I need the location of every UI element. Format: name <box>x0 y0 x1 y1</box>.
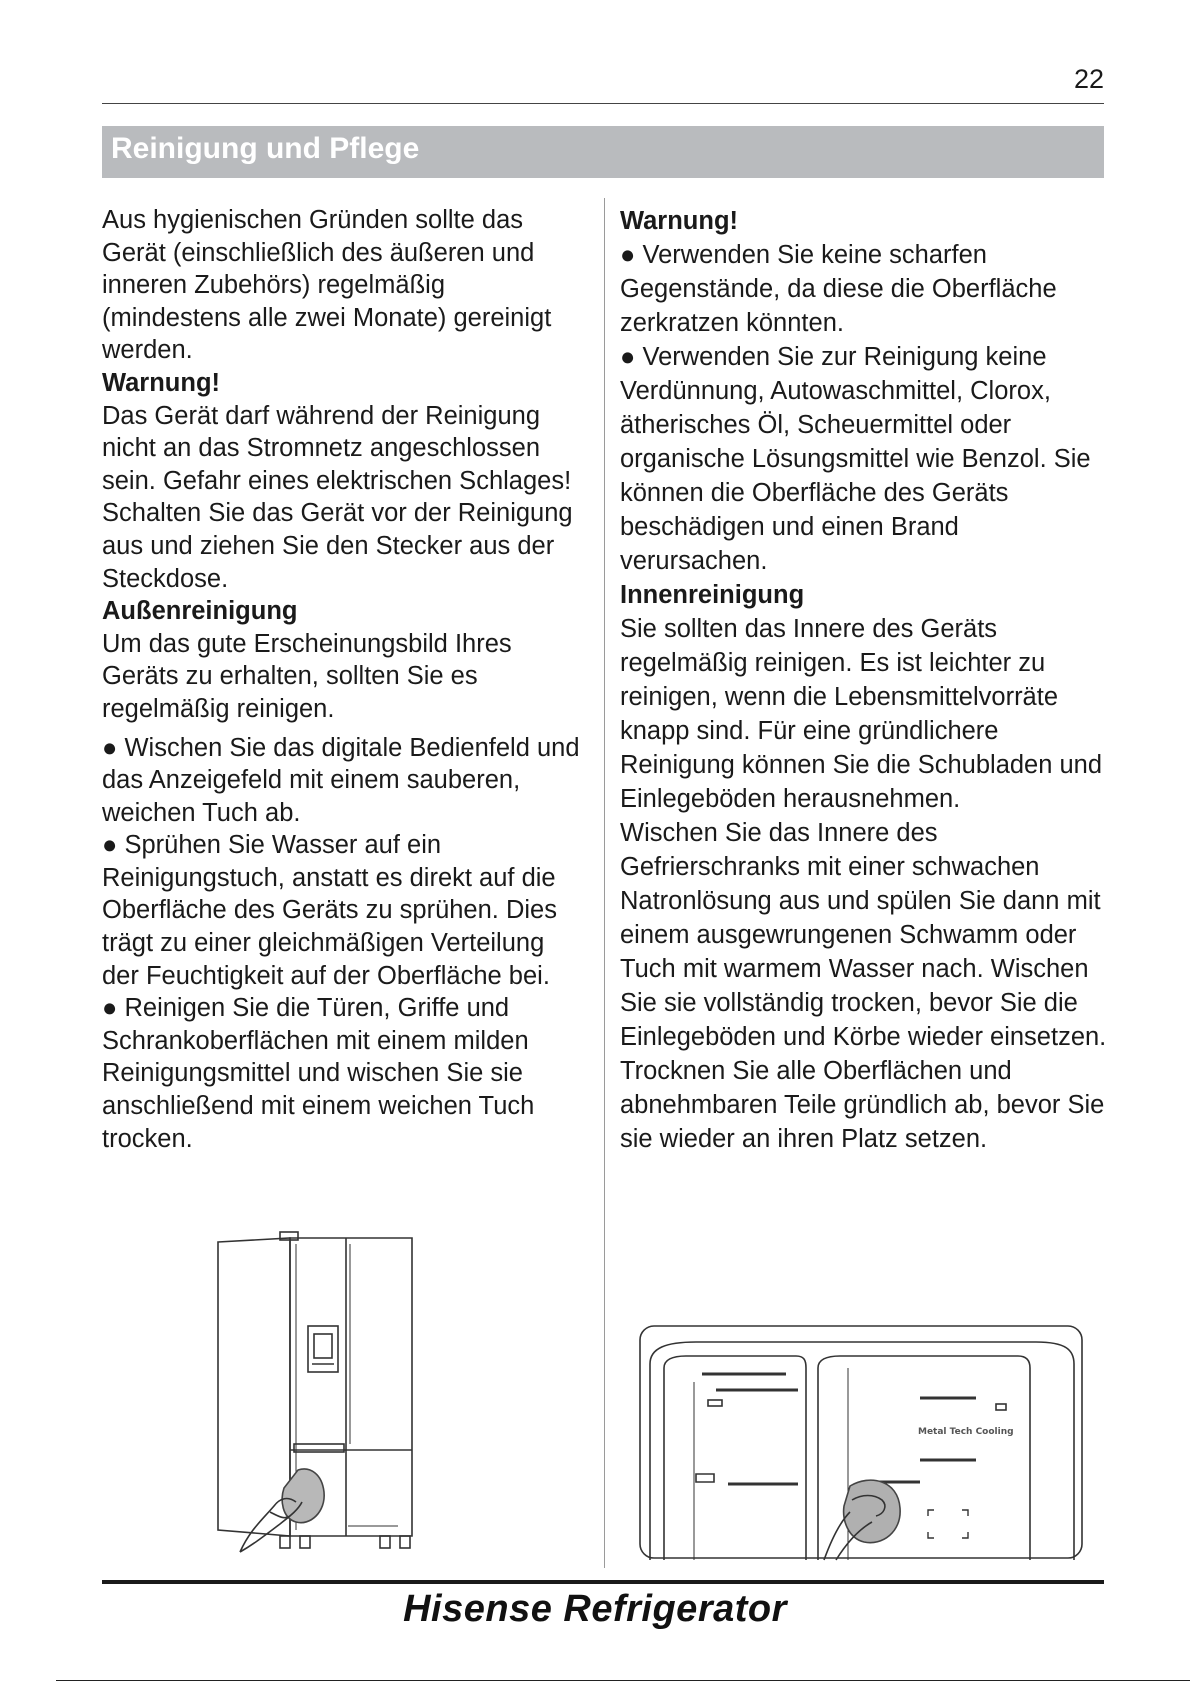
bullet-item: ● Reinigen Sie die Türen, Griffe und Schrankoberflächen mit einem milden Reinigungsmittel und wischen Sie sie anschließend mit einem weichen Tuch trocken. <box>102 994 535 1153</box>
footer-brand: Hisense Refrigerator <box>403 1588 787 1630</box>
inner-cleaning-paragraph: Wischen Sie das Innere des Gefrierschranks mit einer schwachen Natronlösung aus und spülen Sie dann mit einem ausgewrungenen Schwamm oder Tuch mit warmem Wasser nach. Wischen Sie sie vollständig trocken, bevor Sie die Einlegeböden und Körbe wieder einsetzen. <box>620 819 1107 1051</box>
outer-cleaning-paragraph: Um das gute Erscheinungsbild Ihres Geräts zu erhalten, sollten Sie es regelmäßig reinigen. <box>102 629 512 723</box>
bullet-item: ● Wischen Sie das digitale Bedienfeld und das Anzeigefeld mit einem sauberen, weichen Tuch ab. <box>102 733 580 827</box>
footer-rule <box>102 1580 1104 1584</box>
outer-cleaning-heading: Außenreinigung <box>102 597 298 626</box>
column-divider <box>604 198 605 1568</box>
left-column <box>102 204 582 1155</box>
warning-heading-right: Warnung! <box>620 207 739 235</box>
bullet-item: ● Sprühen Sie Wasser auf ein Reinigungstuch, anstatt es direkt auf die Oberfläche des Geräts zu sprühen. Dies trägt zu einer gleichmäßigen Verteilung der Feuchtigkeit auf der Oberfläche bei. <box>102 831 557 990</box>
section-title: Reinigung und Pflege <box>111 132 420 165</box>
fridge-interior-illustration <box>636 1324 1086 1564</box>
right-column <box>620 204 1110 1156</box>
bullet-item: ● Verwenden Sie keine scharfen Gegenstände, da diese die Oberfläche zerkratzen könnten. <box>620 241 1057 337</box>
fridge-exterior-illustration <box>200 1230 420 1560</box>
intro-paragraph: Aus hygienischen Gründen sollte das Gerät (einschließlich des äußeren und inneren Zubehörs) regelmäßig (mindestens alle zwei Monate) gereinigt werden. <box>102 206 552 365</box>
interior-label: Metal Tech Cooling <box>918 1427 1014 1437</box>
warning-heading-left: Warnung! <box>102 368 221 397</box>
page-edge-line <box>56 1680 1190 1681</box>
section-banner <box>102 126 1104 178</box>
inner-cleaning-paragraph: Trocknen Sie alle Oberflächen und abnehmbaren Teile gründlich ab, bevor Sie sie wieder an ihren Platz setzen. <box>620 1057 1105 1153</box>
page-number: 22 <box>1073 64 1104 94</box>
bullet-item: ● Verwenden Sie zur Reinigung keine Verdünnung, Autowaschmittel, Clorox, ätherisches Öl, Scheuermittel oder organische Lösungsmittel wie Benzol. Sie können die Oberfläche des Geräts beschädigen und einen Brand verursachen. <box>620 343 1091 575</box>
inner-cleaning-paragraph: Sie sollten das Innere des Geräts regelmäßig reinigen. Es ist leichter zu reinigen, wenn die Lebensmittelvorräte knapp sind. Für eine gründlichere Reinigung können Sie die Schubladen und Einlegeböden herausnehmen. <box>620 615 1103 813</box>
inner-cleaning-heading: Innenreinigung <box>620 581 805 609</box>
warning-paragraph-left: Das Gerät darf während der Reinigung nicht an das Stromnetz angeschlossen sein. Gefahr eines elektrischen Schlages! Schalten Sie das Gerät vor der Reinigung aus und ziehen Sie den Stecker aus der Steckdose. <box>102 401 573 593</box>
header-rule <box>102 103 1104 104</box>
